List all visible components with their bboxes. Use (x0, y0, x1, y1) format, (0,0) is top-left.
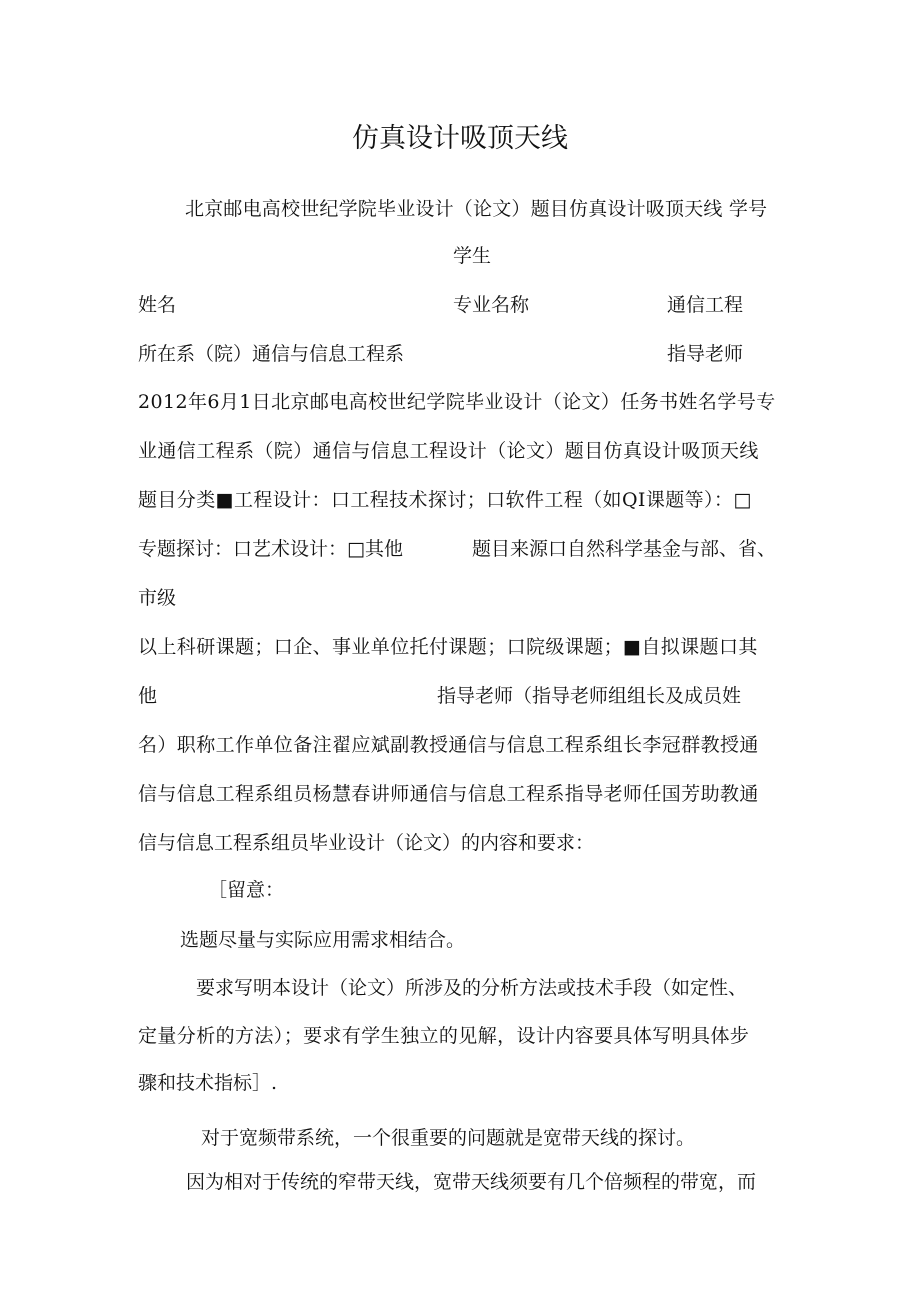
text-line: 专题探讨：口艺术设计：□其他 (138, 538, 403, 560)
text-line: ［留意： (208, 879, 285, 901)
text-line: 骤和技术指标］. (138, 1072, 278, 1094)
text-line: 定量分析的方法）；要求有学生独立的见解，设计内容要具体写明具体步 (138, 1025, 750, 1047)
text-line: 2012年6月1日北京邮电高校世纪学院毕业设计（论文）任务书姓名学号专 (138, 391, 776, 413)
text-line: 信与信息工程系组员杨慧春讲师通信与信息工程系指导老师任国芳助教通 (138, 783, 759, 805)
text-line: 学生 (453, 245, 492, 267)
text-line: 对于宽频带系统，一个很重要的问题就是宽带天线的探讨。 (201, 1127, 696, 1149)
text-line: 信与信息工程系组员毕业设计（论文）的内容和要求： (138, 832, 595, 854)
text-line: 他 (138, 685, 158, 707)
text-line: 题目分类■工程设计：口工程技术探讨；口软件工程（如QI课题等）：□ (138, 489, 752, 511)
advisor-label: 指导老师 (667, 343, 744, 365)
major-label: 专业名称 (453, 294, 530, 316)
text-line: 题目来源口自然科学基金与部、省、 (472, 538, 777, 560)
text-line: 选题尽量与实际应用需求相结合。 (180, 929, 466, 951)
text-line: 因为相对于传统的窄带天线，宽带天线须要有几个倍频程的带宽，而 (186, 1171, 757, 1193)
text-line: 业通信工程系（院）通信与信息工程设计（论文）题目仿真设计吸顶天线 (138, 440, 759, 462)
text-line: 名）职称工作单位备注翟应斌副教授通信与信息工程系组长李冠群教授通 (138, 734, 759, 756)
text-line: 指导老师（指导老师组组长及成员姓 (437, 685, 742, 707)
text-line: 北京邮电高校世纪学院毕业设计（论文）题目仿真设计吸顶天线 学号 (185, 198, 768, 220)
name-label: 姓名 (138, 294, 177, 316)
text-line: 要求写明本设计（论文）所涉及的分析方法或技术手段（如定性、 (196, 977, 748, 999)
department: 所在系（院）通信与信息工程系 (138, 343, 405, 365)
text-line: 以上科研课题；口企、事业单位托付课题；口院级课题；■自拟课题口其 (138, 636, 758, 658)
document-title: 仿真设计吸顶天线 (352, 123, 568, 154)
major-value: 通信工程 (667, 294, 744, 316)
text-line: 市级 (138, 587, 177, 609)
